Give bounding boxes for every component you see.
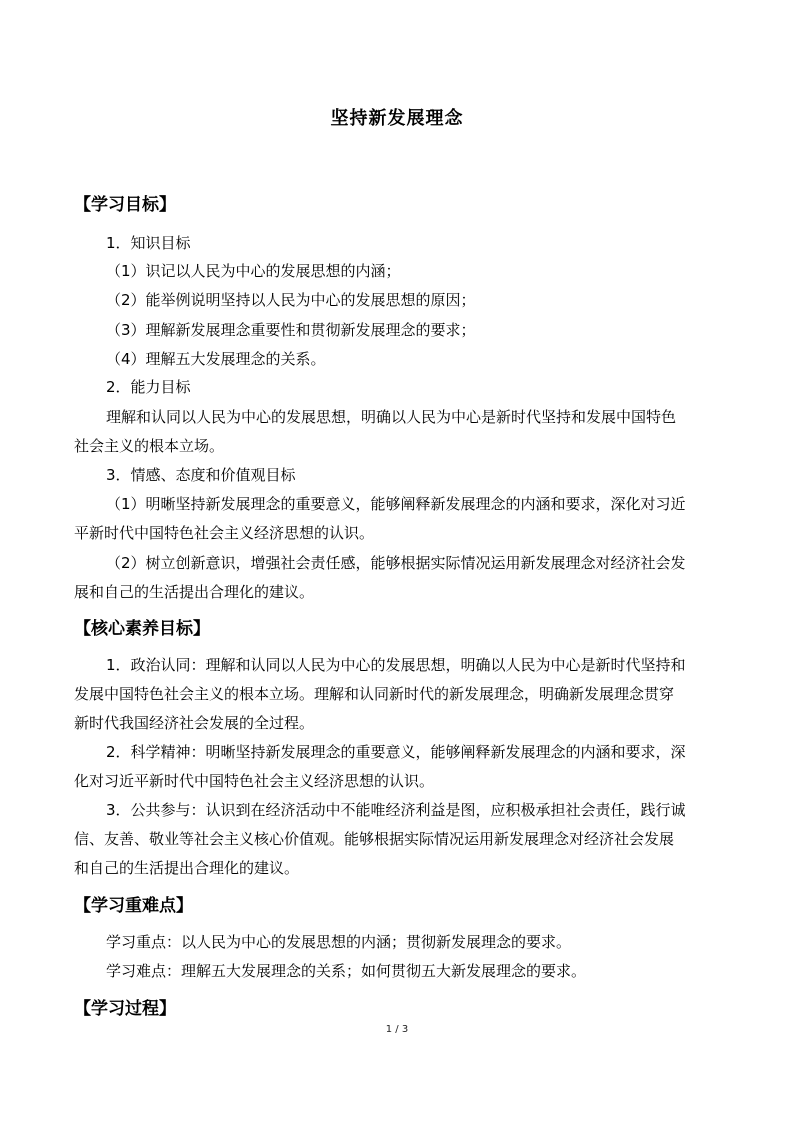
ability-goal-title: 2．能力目标 xyxy=(106,378,191,396)
knowledge-goal-title: 1．知识目标 xyxy=(106,234,191,252)
document-title: 坚持新发展理念 xyxy=(330,108,464,129)
emotion-goal-item: （1）明晰坚持新发展理念的重要意义，能够阐释新发展理念的内涵和要求，深化对习近 xyxy=(106,495,686,513)
core-literacy-item: 和自己的生活提出合理化的建议。 xyxy=(74,859,300,877)
key-point-difficulty: 学习难点：理解五大发展理念的关系；如何贯彻五大新发展理念的要求。 xyxy=(106,962,587,980)
emotion-goal-item: 平新时代中国特色社会主义经济思想的认识。 xyxy=(74,524,375,542)
key-point-focus: 学习重点：以人民为中心的发展思想的内涵；贯彻新发展理念的要求。 xyxy=(106,933,572,951)
core-literacy-item: 3．公共参与：认识到在经济活动中不能唯经济利益是图，应积极承担社会责任，践行诚 xyxy=(106,801,686,819)
core-literacy-item: 发展中国特色社会主义的根本立场。理解和认同新时代的新发展理念，明确新发展理念贯穿 xyxy=(74,685,675,703)
emotion-goal-title: 3．情感、态度和价值观目标 xyxy=(106,466,296,484)
heading-learning-process: 【学习过程】 xyxy=(74,999,176,1019)
knowledge-item: （3）理解新发展理念重要性和贯彻新发展理念的要求； xyxy=(106,321,476,339)
core-literacy-item: 信、友善、敬业等社会主义核心价值观。能够根据实际情况运用新发展理念对经济社会发展 xyxy=(74,830,675,848)
heading-learning-goals: 【学习目标】 xyxy=(74,195,176,215)
emotion-goal-item: 展和自己的生活提出合理化的建议。 xyxy=(74,583,315,601)
core-literacy-item: 2．科学精神：明晰坚持新发展理念的重要意义，能够阐释新发展理念的内涵和要求，深 xyxy=(106,743,686,761)
emotion-goal-item: （2）树立创新意识，增强社会责任感，能够根据实际情况运用新发展理念对经济社会发 xyxy=(106,554,686,572)
knowledge-item: （2）能举例说明坚持以人民为中心的发展思想的原因； xyxy=(106,291,476,309)
core-literacy-item: 1．政治认同：理解和认同以人民为中心的发展思想，明确以人民为中心是新时代坚持和 xyxy=(106,656,686,674)
core-literacy-item: 化对习近平新时代中国特色社会主义经济思想的认识。 xyxy=(74,772,435,790)
ability-goal-text: 社会主义的根本立场。 xyxy=(74,437,225,455)
heading-core-literacy: 【核心素养目标】 xyxy=(74,619,210,639)
heading-key-points: 【学习重难点】 xyxy=(74,896,193,916)
knowledge-item: （4）理解五大发展理念的关系。 xyxy=(106,350,326,368)
knowledge-item: （1）识记以人民为中心的发展思想的内涵； xyxy=(106,262,401,280)
ability-goal-text: 理解和认同以人民为中心的发展思想，明确以人民为中心是新时代坚持和发展中国特色 xyxy=(106,408,677,426)
page-number: 1 / 3 xyxy=(385,1024,409,1035)
core-literacy-item: 新时代我国经济社会发展的全过程。 xyxy=(74,714,315,732)
